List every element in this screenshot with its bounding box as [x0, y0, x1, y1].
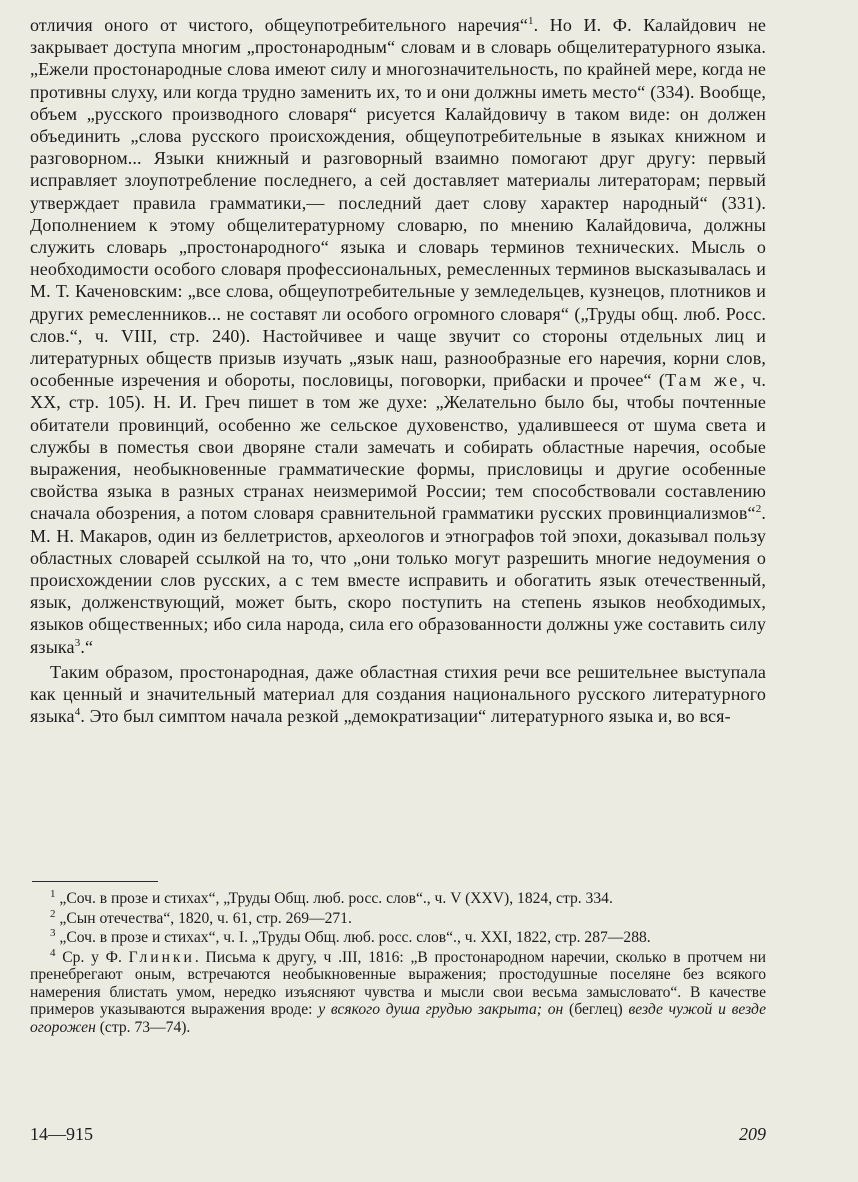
footnote-2: [30, 907, 766, 928]
footnote-ref-2: 2: [755, 503, 762, 516]
footnote-number: 1: [50, 887, 56, 900]
footnote-text: (стр. 73—74).: [95, 1018, 191, 1036]
footnotes: [30, 887, 767, 1038]
spaced-text: Глинки: [128, 948, 195, 966]
footnote-number: 3: [50, 926, 56, 939]
footnote-number: 4: [50, 946, 56, 959]
page-number: 209: [739, 1124, 766, 1144]
footnote-text: (беглец): [563, 1001, 629, 1018]
footnote-text: „Сын отечества“, 1820, ч. 61, стр. 269—271.: [59, 909, 352, 927]
footnote-divider: [32, 881, 158, 882]
text-run: .“: [80, 636, 94, 657]
footnote-4: [30, 946, 767, 1037]
footnote-3: [30, 926, 766, 947]
footnote-ref-3: 3: [74, 636, 81, 649]
footnote-text: Ср. у Ф.: [62, 948, 129, 966]
footnote-ref-4: 4: [74, 706, 81, 719]
spaced-text: Там же: [665, 370, 741, 391]
paragraph-1: [30, 14, 766, 658]
footnote-number: 2: [50, 907, 56, 920]
text-run: . Это был симптом начала резкой „демократизации“ литературного языка и, во вся-: [80, 706, 731, 727]
text-run: Таким образом, простонародная, даже областная стихия речи все решительнее выступала как ценный и значительный материал для создания национального русского литературного языка: [30, 661, 766, 727]
text-run: . М. Н. Макаров, один из беллетристов, археологов и этнографов той эпохи, доказывал пользу областных словарей ссылкой на то, что „они только могут разрешить многие недоумения о происхождении слов русских, а с тем вместе исправить и обогатить язык отечественный, язык, долженствующий, может быть, скоро поступить на степень языков необходимых, языков общественных; ибо сила народа, сила его образованности должны уже составить силу языка: [30, 503, 766, 657]
footnote-text: „Соч. в прозе и стихах“, „Труды Общ. люб. росс. слов“., ч. V (XXV), 1824, стр. 334.: [59, 890, 613, 907]
text-run: . Но И. Ф. Калайдович не закрывает доступа многим „простонародным“ словам и в словарь общелитературного языка. „Ежели простонародные слова имеют силу и многозначительность, по крайней мере, когда не противны слуху, или когда трудно заменить их, то и они должны иметь место“ (334). Вообще, объем „русского производного словаря“ рисуется Калайдовичу в таком виде: он должен объединить „слова русского происхождения, общеупотребительные в языках книжном и разговорном... Языки книжный и разговорный взаимно помогают друг другу: первый исправляет злоупотребление последнего, а сей доставляет материалы литераторам; первый утверждает правила грамматики,— последний дает слову характер народный“ (331). Дополнением к этому общелитературному словарю, по мнению Калайдовича, должны служить словарь „простонародного“ языка и словарь терминов технических. Мысль о необходимости особого словаря профессиональных, ремесленных терминов высказывалась и М. Т. Каченовским: „все слова, общеупотребительные у земледельцев, кузнецов, плотников и других ремесленников... не составят ли особого огромного словаря“ („Труды общ. люб. Росс. слов.“, ч. VIII, стр. 240). Настойчивее и чаще звучит со стороны отдельных лиц и литературных обществ призыв изучать „язык наш, разнообразные его наречия, корни слов, особенные изречения и обороты, пословицы, поговорки, прибаски и прочее“ (: [30, 15, 766, 391]
italic-text: у всякого душа грудью закрыта; он: [318, 1001, 564, 1018]
signature-mark: 14—915: [30, 1124, 93, 1144]
footnote-ref-1: 1: [528, 15, 534, 27]
text-run: отличия оного от чистого, общеупотребительного наречия“: [30, 15, 529, 35]
text-run: , ч. XX, стр. 105). Н. И. Греч пишет в том же духе: „Желательно было бы, чтобы почтенные обитатели провинций, особенно же сельское духовенство, удалившееся от шума света и службы в поместья свои дворяне стали замечать и собирать областные наречия, особые выражения, необыкновенные грамматические формы, присловицы и другие особенные свойства языка в разных странах неизмеримой России; тем способствовали составлению сначала обозрения, а потом словаря сравнительной грамматики русских провинциализмов“: [30, 370, 766, 524]
main-text: [30, 14, 766, 728]
page-footer: [30, 1124, 766, 1145]
paragraph-2: [30, 661, 766, 728]
footnote-1: [30, 887, 766, 908]
italic-text: везде чужой и везде огорожен: [30, 1001, 767, 1036]
footnote-text: . Письма к другу, ч .III, 1816: „В простонародном наречии, сколько в протчем ни пренебрегают оным, встречаются необыкновенные выражения; простодушные поселяне без всякого намерения блистать умом, нередко изъясняют чувства и мысли свои весьма замысловато“. В качестве примеров указываются выражения вроде:: [30, 948, 766, 1018]
footnote-text: „Соч. в прозе и стихах“, ч. I. „Труды Общ. люб. росс. слов“., ч. XXI, 1822, стр. 287—288.: [59, 929, 651, 946]
